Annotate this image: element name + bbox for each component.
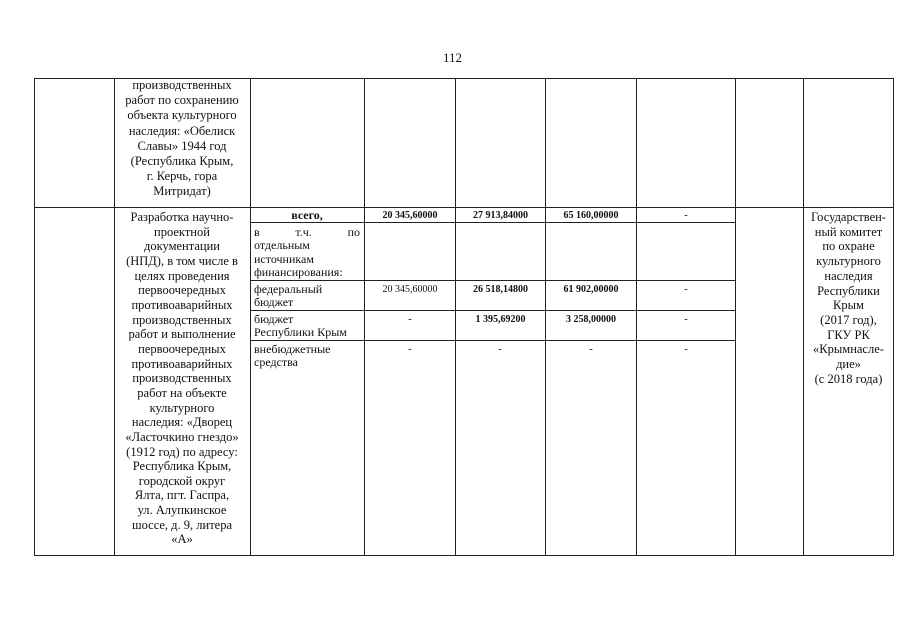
republic-line: бюджет — [254, 312, 294, 326]
desc-line: работ по сохранению — [125, 93, 239, 108]
executor-line: Республики — [817, 283, 880, 298]
desc-line: работ на объекте — [137, 385, 227, 400]
desc-line: ул. Алупкинское — [137, 503, 227, 518]
executor-line: наследия — [824, 268, 873, 283]
extra-v3: - — [589, 343, 593, 355]
col-border — [735, 78, 736, 556]
desc-line: производственных — [132, 78, 232, 92]
page-number: 112 — [442, 50, 463, 65]
desc-line: первоочередных — [138, 283, 226, 298]
extra-line: средства — [254, 355, 299, 370]
total-v2: 27 913,84000 — [473, 210, 528, 221]
desc-line: шоссе, д. 9, литера — [131, 517, 233, 532]
col-border — [114, 78, 115, 556]
row2-description — [116, 210, 248, 547]
executor-line: (с 2018 года) — [814, 371, 883, 386]
executor-line: дие» — [836, 357, 861, 372]
total-v3: 65 160,00000 — [563, 210, 619, 221]
row-border — [34, 207, 894, 208]
executor-line: ГКУ РК — [827, 327, 870, 342]
republic-v1: - — [408, 313, 412, 325]
incl-word: т.ч. — [295, 225, 312, 239]
desc-line: (1912 год) по адресу: — [126, 444, 238, 459]
desc-line: г. Керчь, гора — [146, 169, 218, 184]
desc-line: «Ласточкино гнездо» — [125, 429, 239, 444]
desc-line: документации — [144, 239, 220, 254]
federal-line: бюджет — [254, 295, 294, 310]
incl-line: отдельным — [254, 238, 310, 253]
republic-v4: - — [684, 313, 688, 325]
incl-line: источникам — [254, 251, 314, 266]
republic-line: Республики Крым — [254, 325, 347, 340]
col-border — [34, 78, 35, 556]
total-label: всего, — [291, 208, 323, 222]
extra-v4: - — [684, 343, 688, 355]
desc-line: первоочередных — [138, 341, 226, 356]
incl-word: по — [347, 225, 360, 239]
desc-line: культурного — [149, 400, 215, 415]
extra-line: внебюджетные — [254, 342, 331, 356]
desc-line: Митридат) — [153, 184, 211, 199]
republic-v2: 1 395,69200 — [475, 314, 526, 325]
republic-v3: 3 258,00000 — [566, 314, 616, 325]
federal-v1: 20 345,60000 — [382, 284, 438, 295]
executor-line: Крым — [833, 298, 864, 313]
total-v1: 20 345,60000 — [382, 210, 438, 221]
desc-line: объекта культурного — [127, 108, 237, 123]
desc-line: целях проведения — [134, 268, 230, 283]
row-border — [250, 340, 736, 341]
desc-line: производственных — [132, 371, 232, 386]
federal-v2: 26 518,14800 — [473, 284, 528, 295]
desc-line: «А» — [171, 532, 193, 547]
desc-line: городской округ — [138, 473, 226, 488]
executor-line: «Крымнасле- — [813, 342, 884, 357]
desc-line: Славы» 1944 год — [137, 138, 227, 153]
col-border — [636, 78, 637, 556]
executor-line: по охране — [822, 239, 875, 254]
row-border — [250, 280, 736, 281]
incl-word: в — [254, 225, 260, 239]
executor — [804, 210, 893, 386]
desc-line: противоаварийных — [131, 297, 233, 312]
desc-line: наследия: «Дворец — [131, 415, 233, 430]
desc-line: противоаварийных — [131, 356, 233, 371]
federal-v3: 61 902,00000 — [563, 284, 619, 295]
executor-line: ный комитет — [814, 224, 883, 239]
col-border — [364, 78, 365, 556]
extra-v1: - — [408, 343, 412, 355]
col-border — [250, 78, 251, 556]
republic-label — [254, 313, 362, 340]
incl-first-line — [254, 226, 360, 239]
desc-line: наследия: «Обелиск — [128, 123, 236, 138]
row1-description — [116, 78, 248, 200]
federal-v4: - — [684, 283, 688, 295]
extra-label — [254, 343, 362, 370]
desc-line: производственных — [132, 312, 232, 327]
executor-line: Государствен- — [811, 210, 886, 224]
desc-line: (НПД), в том числе в — [126, 253, 238, 268]
desc-line: Республика Крым, — [132, 459, 232, 474]
total-v4: - — [684, 209, 688, 221]
extra-v2: - — [498, 343, 502, 355]
executor-line: культурного — [816, 254, 881, 269]
row-border — [34, 555, 894, 556]
incl-line: финансирования: — [254, 265, 343, 280]
col-border — [893, 78, 894, 556]
federal-line: федеральный — [254, 282, 323, 296]
federal-label — [254, 283, 362, 310]
desc-line: проектной — [154, 224, 210, 239]
desc-line: Ялта, пгт. Гаспра, — [134, 488, 230, 503]
desc-line: Разработка научно- — [130, 210, 234, 224]
desc-line: работ и выполнение — [128, 327, 236, 342]
desc-line: (Республика Крым, — [130, 154, 234, 169]
data-table — [34, 78, 894, 556]
incl-label — [254, 226, 360, 280]
row-border — [250, 310, 736, 311]
executor-line: (2017 год), — [820, 312, 877, 327]
